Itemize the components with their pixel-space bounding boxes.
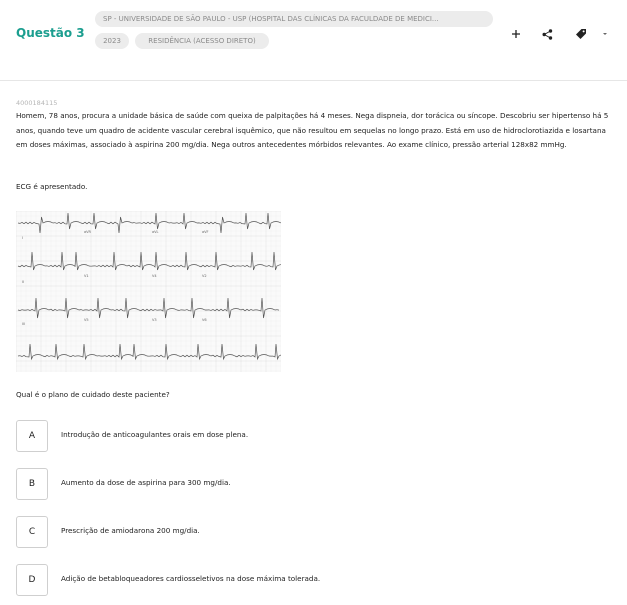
option-text: Adição de betabloqueadores cardiosseletivos na dose máxima tolerada.	[61, 574, 321, 583]
ecg-lead-label: V3	[152, 318, 157, 322]
option-d[interactable]	[16, 564, 612, 596]
share-icon[interactable]	[539, 26, 555, 42]
ecg-lead-label: V5	[84, 318, 89, 322]
ecg-lead-label: aVF	[202, 230, 209, 234]
question-prompt: Qual é o plano de cuidado deste paciente?	[16, 390, 170, 399]
chevron-down-icon[interactable]	[597, 26, 613, 42]
year-chip[interactable]: 2023	[95, 33, 129, 49]
option-letter: C	[16, 516, 48, 548]
ecg-lead-label: aVR	[84, 230, 91, 234]
ecg-lead-label: V2	[202, 274, 207, 278]
plus-icon[interactable]	[508, 26, 524, 42]
ecg-tracing	[16, 211, 281, 372]
option-text: Aumento da dose de aspirina para 300 mg/dia.	[61, 478, 231, 487]
option-text: Prescrição de amiodarona 200 mg/dia.	[61, 526, 200, 535]
option-letter: B	[16, 468, 48, 500]
option-a[interactable]	[16, 420, 612, 452]
question-header	[0, 0, 627, 81]
ecg-lead-label: V6	[202, 318, 207, 322]
option-letter: D	[16, 564, 48, 596]
ecg-lead-label: I	[22, 236, 24, 240]
option-b[interactable]	[16, 468, 612, 500]
type-chip[interactable]: RESIDÊNCIA (ACESSO DIRETO)	[135, 33, 269, 49]
ecg-lead-label: V4	[152, 274, 157, 278]
ecg-lead-label: III	[22, 322, 26, 326]
ecg-lead-label: V1	[84, 274, 89, 278]
ecg-intro: ECG é apresentado.	[16, 182, 88, 191]
ecg-image[interactable]	[16, 211, 281, 372]
question-title: Questão 3	[16, 26, 85, 40]
question-id: 4000184115	[16, 99, 58, 107]
tag-icon[interactable]	[573, 26, 589, 42]
question-stem: Homem, 78 anos, procura a unidade básica de saúde com queixa de palpitações há 4 meses. Nega dispneia, dor torácica ou síncope. Descobriu ser hipertenso há 5 anos, quando teve um quadro de acidente vascular cerebral isquêmico, que não resultou em sequelas no longo prazo. Está em uso de hidroclorotiazida e losartana em doses máximas, associado à aspirina 200 mg/dia. Nega outros antecedentes mórbidos relevantes. Ao exame clínico, pressão arterial 128x82 mmHg.	[16, 111, 609, 149]
ecg-lead-label: II	[22, 280, 25, 284]
option-text: Introdução de anticoagulantes orais em dose plena.	[61, 430, 249, 439]
option-c[interactable]	[16, 516, 612, 548]
source-chip[interactable]: SP - UNIVERSIDADE DE SÃO PAULO - USP (HOSPITAL DAS CLÍNICAS DA FACULDADE DE MEDICI...	[95, 11, 493, 27]
option-letter: A	[16, 420, 48, 452]
ecg-lead-label: aVL	[152, 230, 159, 234]
